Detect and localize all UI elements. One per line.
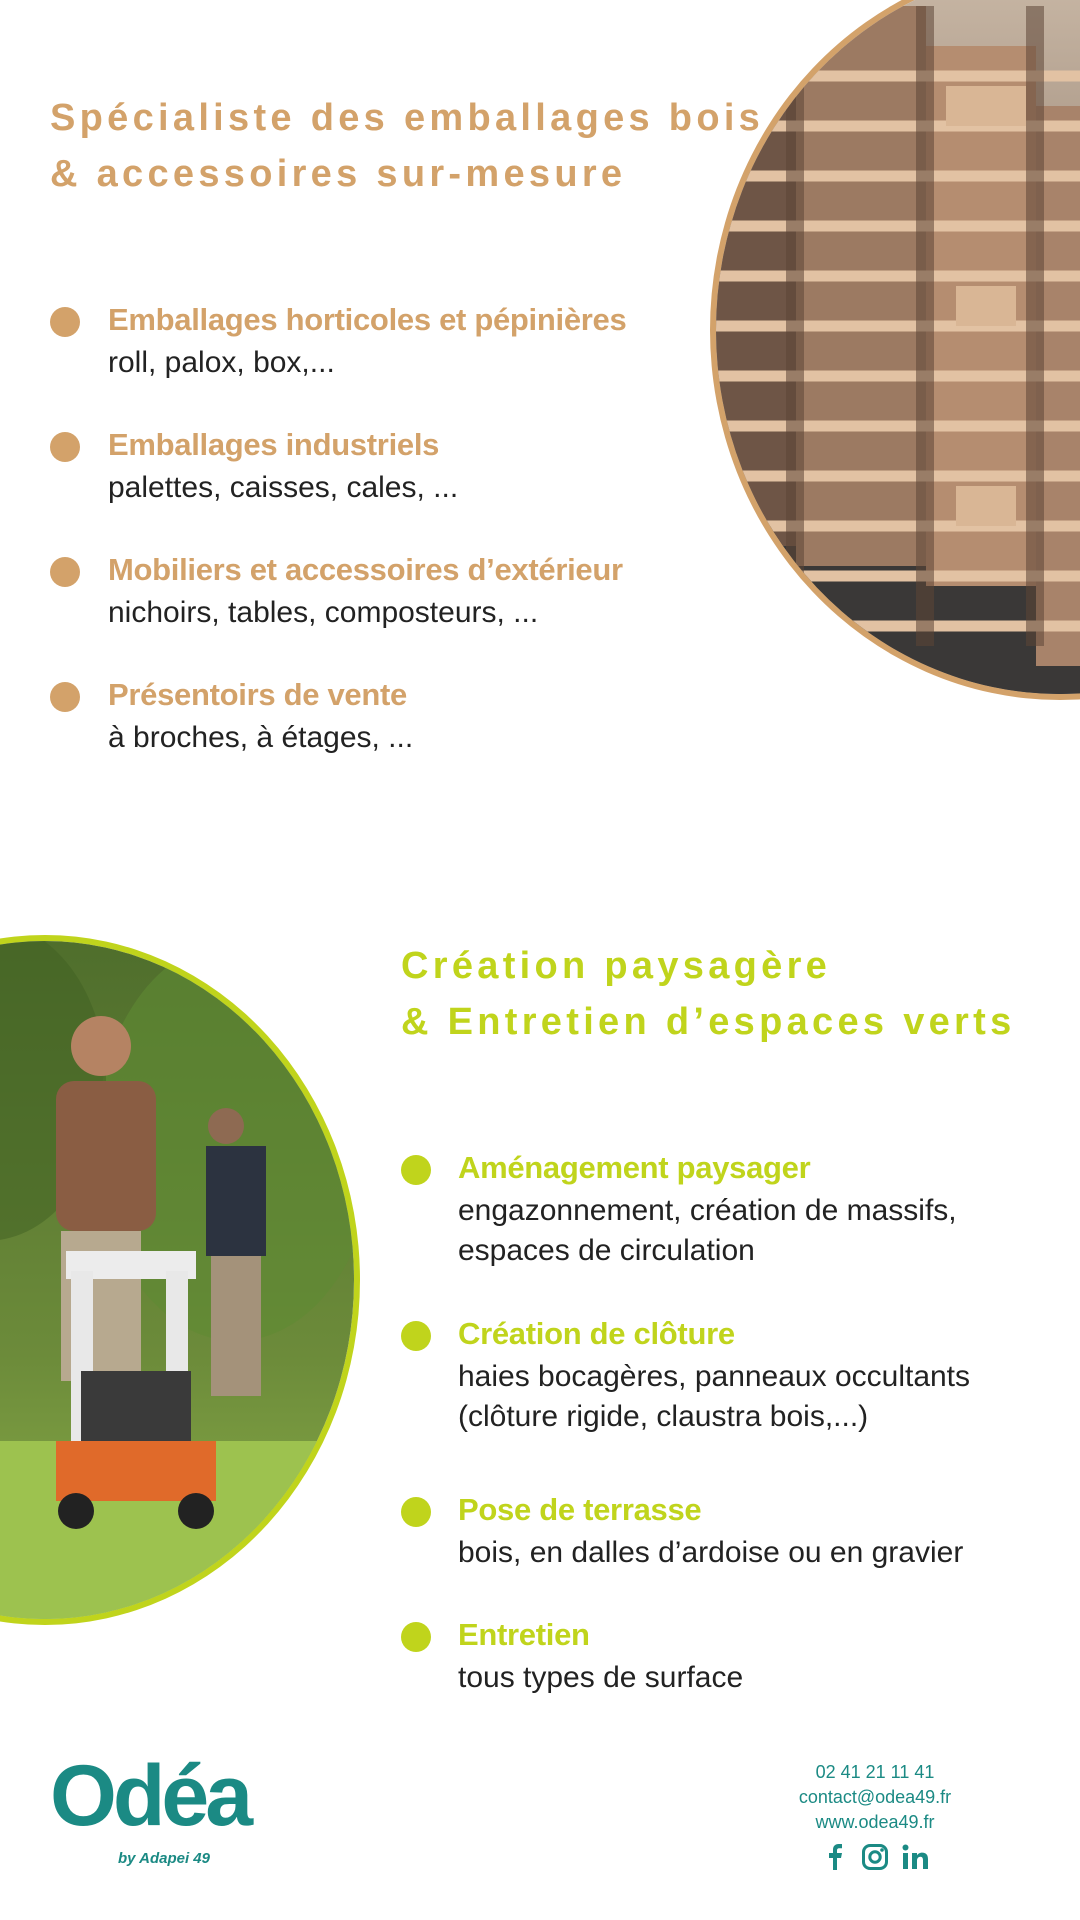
item-desc: tous types de surface <box>458 1661 744 1694</box>
bullet-icon <box>401 1622 431 1652</box>
item-desc: bois, en dalles d’ardoise ou en gravier <box>458 1536 964 1569</box>
email-link[interactable]: contact@odea49.fr <box>798 1787 952 1807</box>
item-desc: nichoirs, tables, composteurs, ... <box>108 596 539 629</box>
gardener-photo <box>0 935 360 1625</box>
item-title: Mobiliers et accessoires d’extérieur <box>108 552 623 587</box>
item-desc: à broches, à étages, ... <box>108 721 414 754</box>
item-title: Présentoirs de vente <box>108 677 407 712</box>
item-title: Aménagement paysager <box>458 1150 811 1185</box>
section1-heading <box>50 90 764 202</box>
section2-heading-line2: & Entretien d’espaces verts <box>401 1001 1016 1043</box>
item-desc: (clôture rigide, claustra bois,...) <box>458 1400 869 1433</box>
section2-heading-line1: Création paysagère <box>401 945 832 987</box>
phone-number[interactable]: 02 41 21 11 41 <box>815 1762 935 1782</box>
bullet-icon <box>50 557 80 587</box>
odea-logo <box>50 1748 290 1878</box>
gardener-illustration <box>0 941 360 1625</box>
section2-heading <box>401 938 1016 1050</box>
bullet-icon <box>401 1155 431 1185</box>
item-desc: roll, palox, box,... <box>108 346 335 379</box>
logo-wordmark: Odéa <box>50 1748 250 1844</box>
item-title: Emballages horticoles et pépinières <box>108 302 627 337</box>
pallets-illustration <box>716 0 1080 700</box>
bullet-icon <box>50 682 80 712</box>
item-title: Pose de terrasse <box>458 1492 702 1527</box>
item-title: Emballages industriels <box>108 427 440 462</box>
bullet-icon <box>401 1321 431 1351</box>
bullet-icon <box>50 432 80 462</box>
linkedin-icon[interactable] <box>901 1843 929 1871</box>
instagram-icon[interactable] <box>861 1843 889 1871</box>
item-desc: espaces de circulation <box>458 1234 755 1267</box>
social-links <box>765 1843 985 1871</box>
item-desc: haies bocagères, panneaux occultants <box>458 1360 971 1393</box>
item-desc: palettes, caisses, cales, ... <box>108 471 459 504</box>
pallets-photo <box>710 0 1080 700</box>
logo-subtitle: by Adapei 49 <box>118 1850 210 1867</box>
contact-block <box>765 1760 985 1871</box>
section1-heading-line1: Spécialiste des emballages bois <box>50 97 765 139</box>
item-title: Entretien <box>458 1617 590 1652</box>
facebook-icon[interactable] <box>821 1843 849 1871</box>
item-title: Création de clôture <box>458 1316 735 1351</box>
bullet-icon <box>50 307 80 337</box>
section1-heading-line2: & accessoires sur-mesure <box>50 153 627 195</box>
item-desc: engazonnement, création de massifs, <box>458 1194 957 1227</box>
bullet-icon <box>401 1497 431 1527</box>
website-link[interactable]: www.odea49.fr <box>815 1812 935 1832</box>
